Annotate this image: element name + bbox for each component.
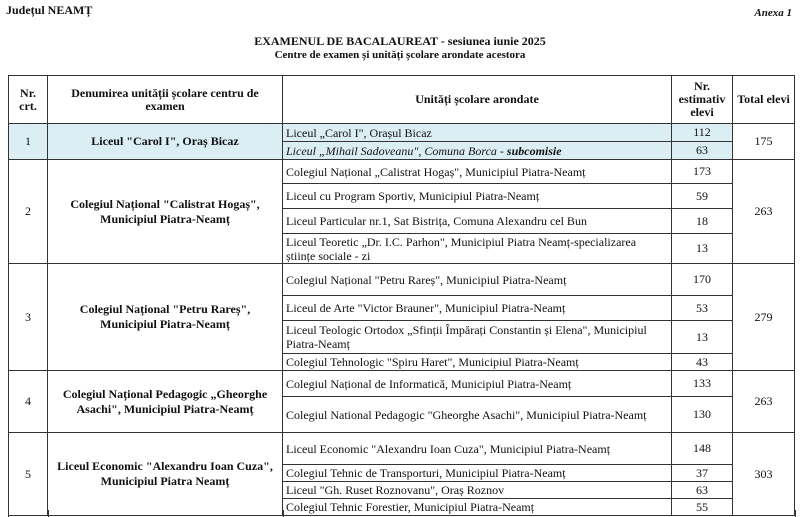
- center-total: 175: [733, 124, 795, 160]
- school-name: Colegiul Național „Calistrat Hogaș", Municipiul Piatra-Neamț: [283, 160, 672, 184]
- table-row: [9, 433, 795, 465]
- center-name: Colegiul Național "Calistrat Hogaș", Municipiul Piatra-Neamț: [48, 160, 283, 264]
- table-continuation: [8, 510, 796, 517]
- school-students: 53: [672, 296, 733, 321]
- school-students: 13: [672, 321, 733, 354]
- center-name: Liceul Economic "Alexandru Ioan Cuza", Municipiul Piatra Neamț: [48, 433, 283, 516]
- school-students: 63: [672, 142, 733, 160]
- school-name: Colegiul Național "Petru Rareș", Municipiul Piatra-Neamț: [283, 264, 672, 296]
- school-students: 43: [672, 354, 733, 371]
- center-total: 279: [733, 264, 795, 371]
- center-nr: 1: [9, 124, 48, 160]
- school-name: Liceul Teologic Ortodox „Sfinții Împărați Constantin și Elena", Municipiul Piatra-Neamț: [283, 321, 672, 354]
- col-header-total: Total elevi: [733, 76, 795, 124]
- school-students: 112: [672, 124, 733, 142]
- annex-label: Anexa 1: [754, 7, 792, 19]
- school-name: Colegiul Tehnic de Transporturi, Municipiul Piatra-Neamț: [283, 465, 672, 482]
- school-name: Liceul cu Program Sportiv, Municipiul Piatra-Neamț: [283, 184, 672, 209]
- school-students: 63: [672, 482, 733, 499]
- center-total: 303: [733, 433, 795, 516]
- school-cell: [283, 142, 672, 160]
- school-students: 13: [672, 234, 733, 264]
- table-header-row: [9, 76, 795, 124]
- center-nr: 2: [9, 160, 48, 264]
- county-label: Județul NEAMȚ: [6, 3, 93, 17]
- table-row: [9, 371, 795, 397]
- table-row: [9, 264, 795, 296]
- col-header-nr: Nr. crt.: [9, 76, 48, 124]
- exam-centers-table: [8, 75, 795, 516]
- center-total: 263: [733, 371, 795, 433]
- col-header-estimated: Nr. estimativ elevi: [672, 76, 733, 124]
- school-students: 173: [672, 160, 733, 184]
- school-students: 133: [672, 371, 733, 397]
- school-name: Liceul Economic "Alexandru Ioan Cuza", Municipiul Piatra-Neamț: [283, 433, 672, 465]
- center-nr: 4: [9, 371, 48, 433]
- center-name: Liceul "Carol I", Oraș Bicaz: [48, 124, 283, 160]
- school-name: Colegiul Tehnologic "Spiru Haret", Municipiul Piatra-Neamț: [283, 354, 672, 371]
- school-students: 130: [672, 397, 733, 433]
- center-nr: 3: [9, 264, 48, 371]
- school-students: 59: [672, 184, 733, 209]
- school-students: 18: [672, 209, 733, 234]
- school-students: 148: [672, 433, 733, 465]
- school-name: Liceul Teoretic „Dr. I.C. Parhon", Municipiul Piatra Neamț-specializarea științe sociale - zi: [283, 234, 672, 264]
- school-name: Colegiul Național de Informatică, Municipiul Piatra-Neamț: [283, 371, 672, 397]
- center-name: Colegiul Național "Petru Rareș", Municipiul Piatra-Neamț: [48, 264, 283, 371]
- school-name: Liceul "Gh. Ruset Roznovanu", Oraș Roznov: [283, 482, 672, 499]
- school-name: Liceul Particular nr.1, Sat Bistrița, Comuna Alexandru cel Bun: [283, 209, 672, 234]
- center-name: Colegiul Național Pedagogic „Gheorghe Asachi", Municipiul Piatra-Neamț: [48, 371, 283, 433]
- table-row: [9, 124, 795, 142]
- school-name: Colegiul Tehnic Forestier, Municipiul Piatra-Neamț: [283, 499, 672, 516]
- school-students: 170: [672, 264, 733, 296]
- school-students: 55: [672, 499, 733, 516]
- center-nr: 5: [9, 433, 48, 516]
- school-name: Liceul „Mihail Sadoveanu", Comuna Borca -: [286, 143, 507, 158]
- school-name: Colegiul National Pedagogic "Gheorghe Asachi", Municipiul Piatra-Neamț: [283, 397, 672, 433]
- school-students: 37: [672, 465, 733, 482]
- school-name: Liceul de Arte "Victor Brauner", Municipiul Piatra-Neamț: [283, 296, 672, 321]
- school-name: Liceul „Carol I", Orașul Bicaz: [283, 124, 672, 142]
- table-row: [9, 160, 795, 184]
- document-subtitle: Centre de examen și unități școlare arondate acestora: [274, 49, 526, 61]
- document-title: EXAMENUL DE BACALAUREAT - sesiunea iunie 2025: [254, 34, 546, 48]
- subcommission-note: subcomisie: [506, 143, 562, 158]
- col-header-school: Denumirea unității școlare centru de examen: [48, 76, 283, 124]
- col-header-arondate: Unități școlare arondate: [283, 76, 672, 124]
- center-total: 263: [733, 160, 795, 264]
